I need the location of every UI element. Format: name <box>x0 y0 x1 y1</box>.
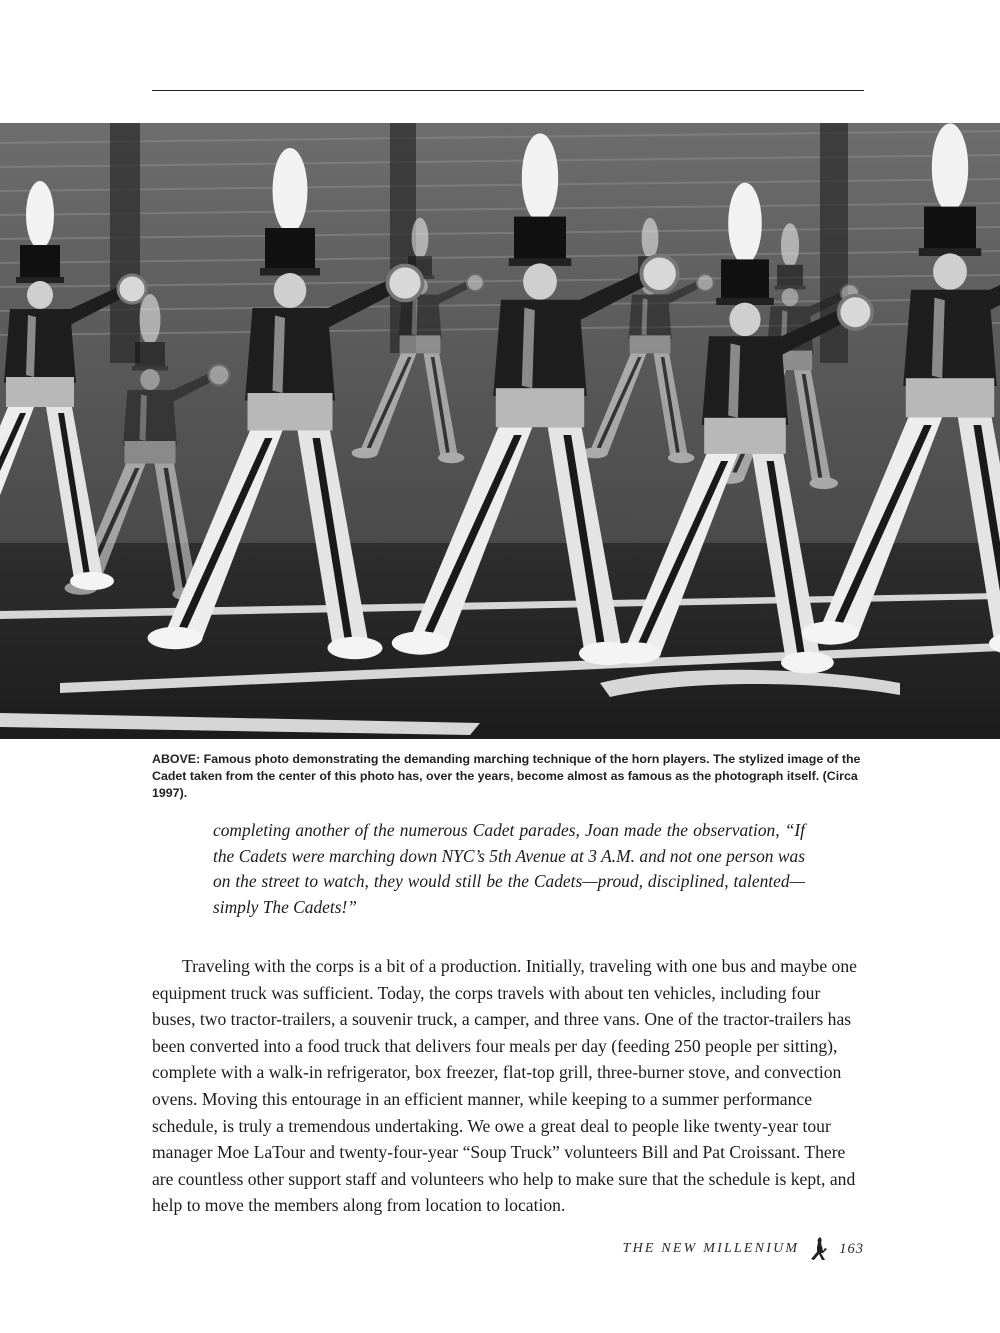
block-quote: completing another of the numerous Cadet parades, Joan made the observation, “If the Cadets were marching down NYC’s 5th Avenue at 3 A.M. and not one person was on the street to watch, they would still be the Cadets—proud, disciplined, talented—simply The Cadets!” <box>213 820 805 917</box>
page-footer <box>623 1238 864 1260</box>
running-title: THE NEW MILLENIUM <box>622 1241 800 1256</box>
body-paragraph: Traveling with the corps is a bit of a production. Initially, traveling with one bus and maybe one equipment truck was sufficient. Today, the corps travels with about ten vehicles, including four buses, two tractor-trailers, a souvenir truck, a camper, and three vans. One of the tractor-trailers has been converted into a food truck that delivers four meals per day (feeding 250 people per sitting), complete with a walk-in refrigerator, box freezer, flat-top grill, three-burner stove, and convection ovens. Moving this entourage in an efficient manner, while keeping to a summer performance schedule, is truly a tremendous undertaking. We owe a great deal to people like twenty-year tour manager Moe LaTour and twenty-four-year “Soup Truck” volunteers Bill and Pat Croissant. There are countless other support staff and volunteers who help to make sure that the schedule is kept, and help to move the members along from location to location. <box>152 956 857 1216</box>
photo-caption: ABOVE: Famous photo demonstrating the demanding marching technique of the horn players. The stylized image of the Cadet taken from the center of this photo has, over the years, become almost as famous as the photograph itself. (Circa 1997). <box>152 752 861 800</box>
header-rule <box>152 90 864 91</box>
marching-horn-players-photo <box>0 123 1000 739</box>
page-number: 163 <box>839 1240 864 1257</box>
cadet-marcher-icon <box>809 1237 829 1261</box>
